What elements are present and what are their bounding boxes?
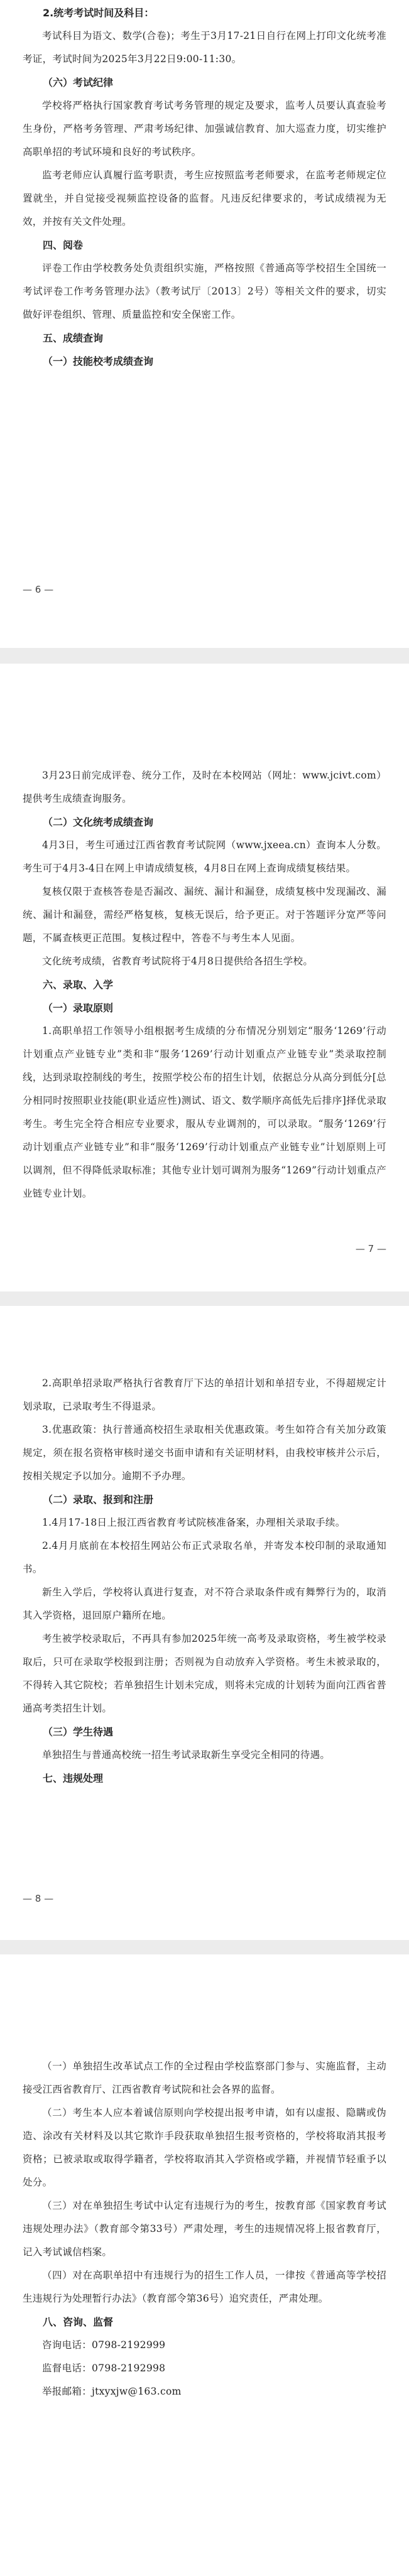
paragraph-violation-1: （一）单独招生改革试点工作的全过程由学校监察部门参与、实施监督，主动接受江西省教育厅、江西省教育考试院和社会各界的监督。 <box>23 2061 386 2095</box>
paragraph-culture-score: 4月3日，考生可通过江西省教育考试院网（www.jxeea.cn）查询本人分数。考生可于4月3-4日在网上申请成绩复核，4月8日在网上查询成绩复核结果。 <box>23 839 386 874</box>
paragraph-discipline: 学校将严格执行国家教育考试考务管理的规定及要求，监考人员要认真查验考生身份，严格考务管理、严肃考场纪律、加强诚信教育、加大巡查力度，切实维护高职单招的考试环境和良好的考试秩序。 <box>23 100 386 158</box>
paragraph-report-3: 新生入学后，学校将认真进行复查，对不符合录取条件或有舞弊行为的，取消其入学资格，退回原户籍所在地。 <box>23 1587 386 1621</box>
contact-report-email: 举报邮箱：jtxyxjw@163.com <box>42 2386 182 2397</box>
paragraph-skill-score: 3月23日前完成评卷、统分工作，及时在本校网站（网址：www.jcivt.com）提供考生成绩查询服务。 <box>23 770 386 804</box>
contact-supervise-phone: 监督电话：0798-2192998 <box>42 2363 166 2374</box>
heading-culture-score: （二）文化统考成绩查询 <box>43 816 154 828</box>
paragraph-exam-time: 考试科目为语文、数学(合卷)；考生于3月17-21日自行在网上打印文化统考准考证，考试时间为2025年3月22日9:00-11:30。 <box>23 30 386 65</box>
heading-violation: 七、违规处理 <box>43 1772 104 1784</box>
page-number: — 7 — <box>355 1243 386 1254</box>
paragraph-violation-2: （二）考生本人应本着诚信原则向学校提出报考申请，如有以虚报、隐瞒或伪造、涂改有关材料及以其它欺诈手段获取单独招生报考资格的，学校将取消其报考资格；已被录取或取得学籍者，学校将取消其入学资格或学籍，并视情节轻重予以处分。 <box>23 2107 386 2188</box>
paragraph-report-1: 1.4月17-18日上报江西省教育考试院核准备案，办理相关录取手续。 <box>42 1517 346 1528</box>
heading-score-query: 五、成绩查询 <box>43 332 104 344</box>
heading-report: （二）录取、报到和注册 <box>43 1494 154 1506</box>
paragraph-principle-1: 1.高职单招工作领导小组根据考生成绩的分布情况分别划定“服务‘1269’行动计划重点产业链专业”类和非“服务‘1269’行动计划重点产业链专业”类录取控制线，达到录取控制线的考生，按照学校公布的招生计划，依据总分从高分到低分[总分相同时按照职业技能(职业适应性)测试、语文、数学顺序高低先后排序]择优录取考生。考生完全符合相应专业要求，服从专业调剂的，可以录取。“服务‘1269’行动计划重点产业链专业”和非“服务‘1269’行动计划重点产业链专业”计划原则上可以调剂，但不得降低录取标准；其他专业计划可调剂为服务“1269”行动计划重点产业链专业计划。 <box>23 1025 386 1199</box>
document-page-8 <box>0 1306 409 1940</box>
paragraph-treatment: 单独招生与普通高校统一招生考试录取新生享受完全相同的待遇。 <box>42 1749 330 1760</box>
heading-grading: 四、阅卷 <box>43 239 84 251</box>
paragraph-grading: 评卷工作由学校教务处负责组织实施，严格按照《普通高等学校招生全国统一考试评卷工作考务管理办法》（教考试厅〔2013〕2号）等相关文件的要求，切实做好评卷组织、管理、质量监控和安全保密工作。 <box>23 262 386 320</box>
document-page-9 <box>0 1954 409 2576</box>
heading-admission: 六、录取、入学 <box>43 979 114 991</box>
paragraph-report-4: 考生被学校录取后，不再具有参加2025年统一高考及录取资格，考生被学校录取后，只可在录取学校报到注册；否则视为自动放弃入学资格。考生未被录取的，不得转入其它院校；若单独招生计划未完成，则将未完成的计划转为面向江西省普通高考类招生计划。 <box>23 1633 386 1714</box>
document-page-7 <box>0 664 409 1291</box>
paragraph-report-2: 2.4月月底前在本校招生网站公布正式录取名单，并寄发本校印制的录取通知书。 <box>23 1540 386 1575</box>
heading-discipline: （六）考试纪律 <box>43 77 114 89</box>
document-page-6 <box>0 0 409 648</box>
heading-supervise: 八、咨询、监督 <box>43 2316 114 2328</box>
heading-principle: （一）录取原则 <box>43 1002 114 1014</box>
heading-exam-time: 2.统考考试时间及科目： <box>43 7 155 19</box>
paragraph-violation-3: （三）对在单独招生考试中认定有违规行为的考生，按教育部《国家教育考试违规处理办法》（教育部令第33号）严肃处理，考生的违规情况将上报省教育厅，记入考试诚信档案。 <box>23 2200 386 2258</box>
page-number: — 8 — <box>23 1893 54 1904</box>
contact-consult-phone: 咨询电话：0798-2192999 <box>42 2339 166 2351</box>
heading-skill-score: （一）技能校考成绩查询 <box>43 355 154 367</box>
paragraph-review: 复核仅限于查核答卷是否漏改、漏统、漏计和漏登，成绩复核中发现漏改、漏统、漏计和漏登，需经严格复核，复核无误后，给予更正。对于答题评分宽严等问题，不属查核更正范围。复核过程中，答卷不与考生本人见面。 <box>23 886 386 944</box>
paragraph-score-provide: 文化统考成绩，省教育考试院将于4月8日提供给各招生学校。 <box>42 956 314 967</box>
page-number: — 6 — <box>23 584 54 595</box>
heading-treatment: （三）学生待遇 <box>43 1726 114 1738</box>
paragraph-discipline-2: 监考老师应认真履行监考职责，考生应按照监考老师要求，在监考老师规定位置就坐，并自觉接受视频监控设备的监督。凡违反纪律要求的，考试成绩视为无效，并按有关文件处理。 <box>23 170 386 227</box>
paragraph-violation-4: （四）对在高职单招中有违规行为的招生工作人员，一律按《普通高等学校招生违规行为处理暂行办法》（教育部令第36号）追究责任，严肃处理。 <box>23 2270 386 2304</box>
paragraph-principle-3: 3.优惠政策：执行普通高校招生录取相关优惠政策。考生如符合有关加分政策规定，须在报名资格审核时递交书面申请和有关证明材料，由我校审核并公示后，按相关规定予以加分。逾期不予办理。 <box>23 1424 386 1482</box>
paragraph-principle-2: 2.高职单招录取严格执行省教育厅下达的单招计划和单招专业，不得超规定计划录取，已录取考生不得退录。 <box>23 1377 386 1412</box>
